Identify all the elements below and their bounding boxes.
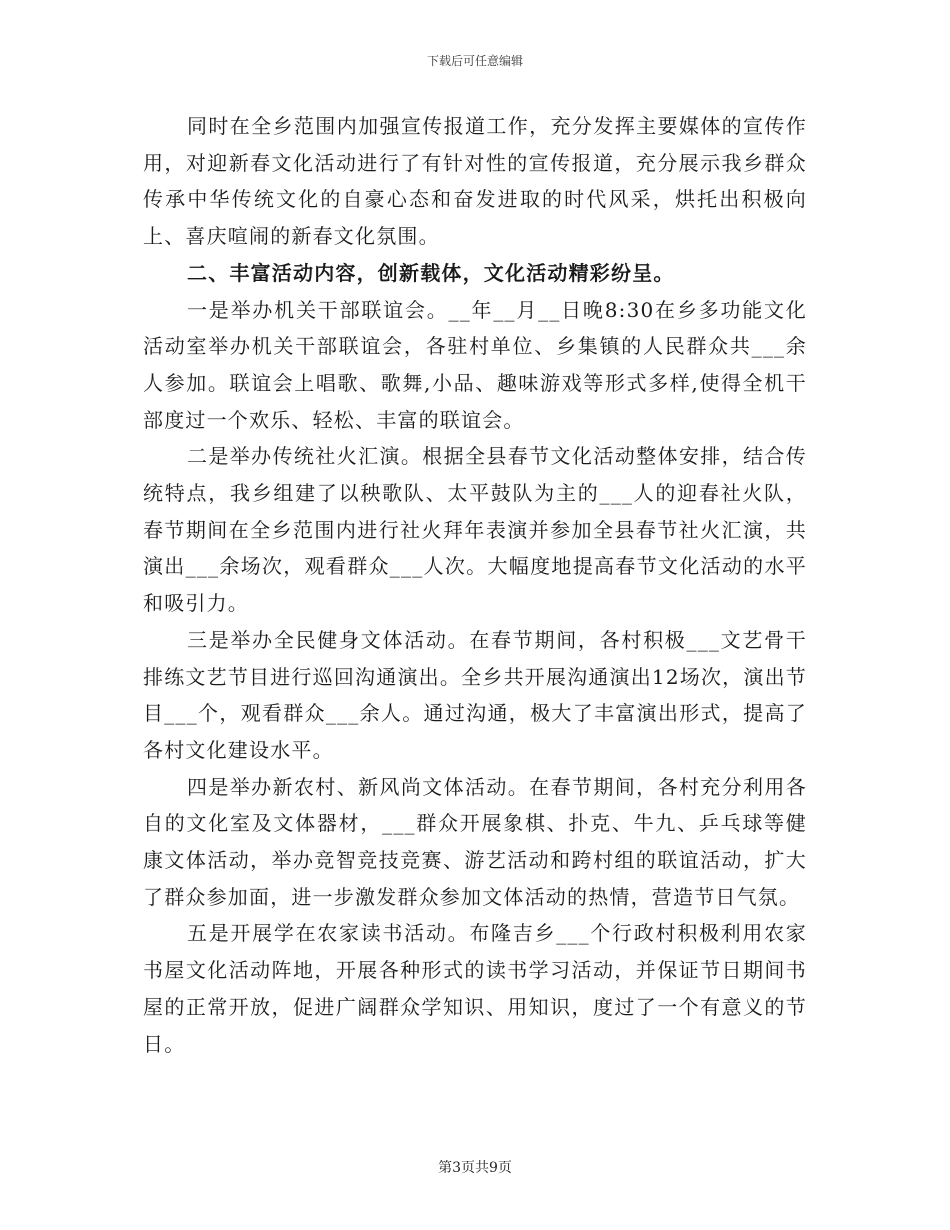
paragraph-item-5: 五是开展学在农家读书活动。布隆吉乡___个行政村积极利用农家书屋文化活动阵地，开展各种形式的读书学习活动，并保证节日期间书屋的正常开放，促进广阔群众学知识、用知识，度过了一个有意义的节日。 <box>143 921 807 1056</box>
paragraph-publicity: 同时在全乡范围内加强宣传报道工作，充分发挥主要媒体的宣传作用，对迎新春文化活动进行了有针对性的宣传报道，充分展示我乡群众传承中华传统文化的自豪心态和奋发进取的时代风采，烘托出积极向上、喜庆喧闹的新春文化氛围。 <box>143 114 807 249</box>
document-body <box>143 108 807 1062</box>
paragraph-item-1: 一是举办机关干部联谊会。__年__月__日晚8:30在乡多功能文化活动室举办机关干部联谊会，各驻村单位、乡集镇的人民群众共___余人参加。联谊会上唱歌、歌舞,小品、趣味游戏等形式多样,使得全机干部度过一个欢乐、轻松、丰富的联谊会。 <box>143 297 807 432</box>
paragraph-item-3: 三是举办全民健身文体活动。在春节期间，各村积极___文艺骨干排练文艺节目进行巡回沟通演出。全乡共开展沟通演出12场次，演出节目___个，观看群众___余人。通过沟通，极大了丰富演出形式，提高了各村文化建设水平。 <box>143 627 807 762</box>
section-heading: 二、丰富活动内容，创新载体，文化活动精彩纷呈。 <box>187 260 675 285</box>
page-header: 下载后可任意编辑 <box>426 54 523 68</box>
paragraph-item-4: 四是举办新农村、新风尚文体活动。在春节期间，各村充分利用各自的文化室及文体器材，___群众开展象棋、扑克、牛九、乒乓球等健康文体活动，举办竞智竞技竞赛、游艺活动和跨村组的联谊活动，扩大了群众参加面，进一步激发群众参加文体活动的热情，营造节日气氛。 <box>143 774 807 909</box>
paragraph-item-2: 二是举办传统社火汇演。根据全县春节文化活动整体安排，结合传统特点，我乡组建了以秧歌队、太平鼓队为主的___人的迎春社火队，春节期间在全乡范围内进行社火拜年表演并参加全县春节社火汇演，共演出___余场次，观看群众___人次。大幅度地提高春节文化活动的水平和吸引力。 <box>143 444 807 616</box>
page-number: 第3页共9页 <box>438 1160 512 1176</box>
